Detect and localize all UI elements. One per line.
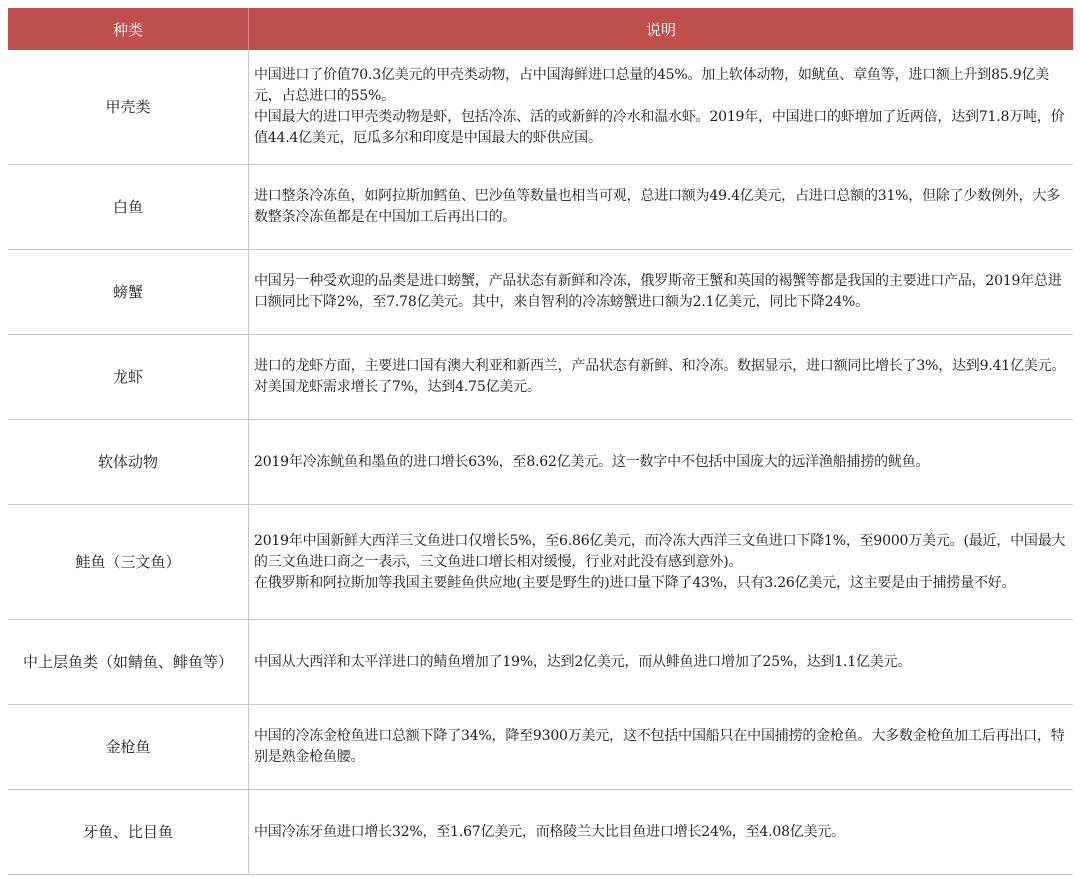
header-description: 说明 xyxy=(249,8,1074,50)
description-cell xyxy=(249,50,1074,165)
table-row xyxy=(8,250,1073,335)
category-cell: 甲壳类 xyxy=(8,50,249,165)
table-row xyxy=(8,705,1073,790)
category-cell: 中上层鱼类（如鲭鱼、鲱鱼等） xyxy=(8,620,249,705)
description-cell xyxy=(249,420,1074,505)
description-paragraph: 进口整条冷冻鱼，如阿拉斯加鳕鱼、巴沙鱼等数量也相当可观，总进口额为49.4亿美元，占进口总额的31%，但除了少数例外，大多数整条冷冻鱼都是在中国加工后再出口的。 xyxy=(254,188,1061,225)
category-cell: 牙鱼、比目鱼 xyxy=(8,790,249,875)
category-cell: 龙虾 xyxy=(8,335,249,420)
description-paragraph: 在俄罗斯和阿拉斯加等我国主要鲑鱼供应地(主要是野生的)进口量下降了43%，只有3.26亿美元，这主要是由于捕捞量不好。 xyxy=(254,574,1016,591)
description-paragraph: 2019年冷冻鱿鱼和墨鱼的进口增长63%，至8.62亿美元。这一数字中不包括中国庞大的远洋渔船捕捞的鱿鱼。 xyxy=(254,453,930,470)
table-row xyxy=(8,420,1073,505)
category-cell: 螃蟹 xyxy=(8,250,249,335)
description-paragraph: 中国冷冻牙鱼进口增长32%，至1.67亿美元，而格陵兰大比目鱼进口增长24%，至4.08亿美元。 xyxy=(254,823,845,840)
description-cell xyxy=(249,620,1074,705)
description-cell xyxy=(249,705,1074,790)
description-paragraph: 中国进口了价值70.3亿美元的甲壳类动物，占中国海鲜进口总量的45%。加上软体动物，如鱿鱼、章鱼等，进口额上升到85.9亿美元，占总进口的55%。 xyxy=(254,67,1050,104)
description-cell xyxy=(249,165,1074,250)
category-cell: 金枪鱼 xyxy=(8,705,249,790)
header-category: 种类 xyxy=(8,8,249,50)
category-cell: 白鱼 xyxy=(8,165,249,250)
table-row xyxy=(8,505,1073,620)
description-paragraph: 中国的冷冻金枪鱼进口总额下降了34%，降至9300万美元，这不包括中国船只在中国捕捞的金枪鱼。大多数金枪鱼加工后再出口，特别是熟金枪鱼腰。 xyxy=(254,728,1065,765)
table-row xyxy=(8,335,1073,420)
description-paragraph: 中国另一种受欢迎的品类是进口螃蟹，产品状态有新鲜和冷冻，俄罗斯帝王蟹和英国的褐蟹等都是我国的主要进口产品，2019年总进口额同比下降2%，至7.78亿美元。其中，来自智利的冷冻螃蟹进口额为2.1亿美元，同比下降24%。 xyxy=(254,273,1062,310)
description-paragraph: 进口的龙虾方面，主要进口国有澳大利亚和新西兰，产品状态有新鲜、和冷冻。数据显示，进口额同比增长了3%，达到9.41亿美元。对美国龙虾需求增长了7%，达到4.75亿美元。 xyxy=(254,358,1066,395)
description-cell xyxy=(249,790,1074,875)
table-row xyxy=(8,620,1073,705)
category-cell: 软体动物 xyxy=(8,420,249,505)
table-row xyxy=(8,790,1073,875)
table-row xyxy=(8,165,1073,250)
table-row xyxy=(8,50,1073,165)
description-cell xyxy=(249,250,1074,335)
description-paragraph: 中国从大西洋和太平洋进口的鲭鱼增加了19%，达到2亿美元，而从鲱鱼进口增加了25%，达到1.1亿美元。 xyxy=(254,653,912,670)
description-paragraph: 中国最大的进口甲壳类动物是虾，包括冷冻、活的或新鲜的冷水和温水虾。2019年，中国进口的虾增加了近两倍，达到71.8万吨，价值44.4亿美元，厄瓜多尔和印度是中国最大的虾供应国。 xyxy=(254,109,1065,146)
table-header-row xyxy=(8,8,1073,50)
description-cell xyxy=(249,335,1074,420)
seafood-import-table xyxy=(8,8,1073,875)
description-paragraph: 2019年中国新鲜大西洋三文鱼进口仅增长5%，至6.86亿美元，而冷冻大西洋三文鱼进口下降1%，至9000万美元。(最近，中国最大的三文鱼进口商之一表示，三文鱼进口增长相对缓慢，行业对此没有感到意外)。 xyxy=(254,532,1066,570)
description-cell xyxy=(249,505,1074,620)
category-cell: 鲑鱼（三文鱼） xyxy=(8,505,249,620)
